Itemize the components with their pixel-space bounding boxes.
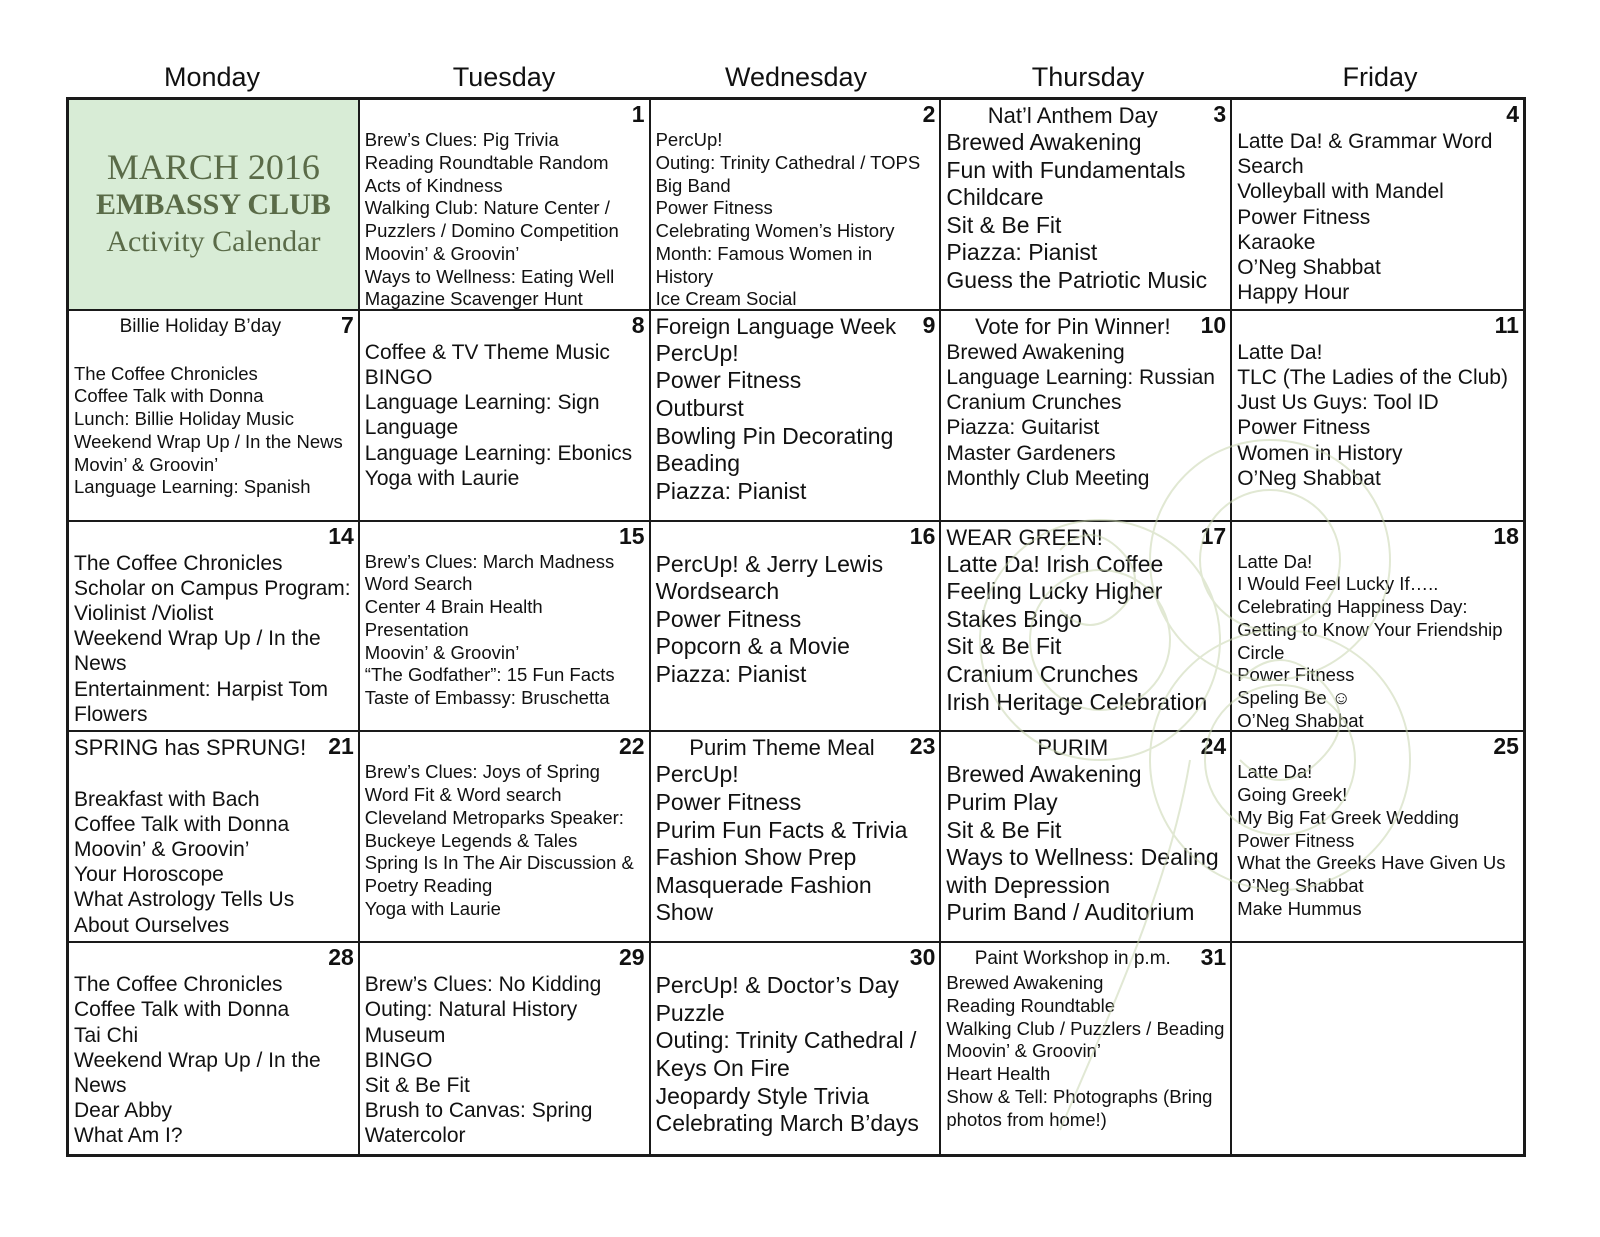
day-cell-31 — [941, 943, 1232, 1154]
calendar-grid — [66, 97, 1526, 1157]
day-number: 23 — [909, 733, 936, 760]
day-number: 25 — [1493, 733, 1519, 760]
day-activities: PercUp! Power Fitness Purim Fun Facts & Trivia Fashion Show Prep Masquerade Fashion Show — [655, 761, 908, 926]
day-activities: PercUp! Power Fitness Outburst Bowling Pin Decorating Beading Piazza: Pianist — [655, 339, 894, 504]
day-number: 29 — [619, 944, 645, 971]
calendar-title-2: EMBASSY CLUB — [96, 188, 331, 222]
calendar-title-block — [69, 100, 360, 311]
day-highlight: Foreign Language Week — [655, 313, 897, 339]
day-number: 18 — [1493, 522, 1519, 549]
weekday-tuesday: Tuesday — [452, 62, 556, 92]
day-activities: Brew’s Clues: Joys of Spring Word Fit & Word search Cleveland Metroparks Speaker: Buckeye Legends & Tales Spring Is In The Air Discussion & Poetry Reading Yoga with Laurie — [364, 761, 634, 919]
day-cell-16 — [651, 522, 942, 733]
day-cell-28 — [69, 943, 360, 1154]
day-highlight — [365, 311, 645, 340]
weekday-monday: Monday — [163, 62, 261, 92]
day-highlight: Purim Theme Meal — [689, 735, 875, 761]
day-highlight — [74, 522, 354, 551]
day-cell-8 — [360, 311, 651, 522]
weekday-friday: Friday — [1342, 62, 1418, 92]
day-activities: Brewed Awakening Fun with Fundamentals Childcare Sit & Be Fit Piazza: Pianist Guess the Patriotic Music — [946, 129, 1208, 293]
day-number: 9 — [922, 311, 936, 338]
day-highlight — [1237, 103, 1518, 129]
day-activities: Brew’s Clues: Pig Trivia Reading Roundtable Random Acts of Kindness Walking Club: Nature Center / Puzzlers / Domino Competition Moovin’ & Groovin’ Ways to Wellness: Eating Well Magazine Scavenger Hunt — [364, 129, 619, 310]
day-highlight: PURIM — [1037, 735, 1109, 761]
day-number: 8 — [631, 311, 645, 338]
day-number: 16 — [909, 522, 936, 549]
day-highlight — [656, 103, 935, 129]
day-highlight — [656, 522, 936, 551]
day-activities: PercUp! & Jerry Lewis Wordsearch Power Fitness Popcorn & a Movie Piazza: Pianist — [655, 550, 884, 687]
weekday-header-row — [66, 58, 1526, 96]
day-number: 30 — [909, 944, 936, 971]
day-highlight — [365, 103, 644, 129]
day-activities: Breakfast with Bach Coffee Talk with Donna Moovin’ & Groovin’ Your Horoscope What Astrology Tells Us About Ourselves — [74, 787, 295, 937]
day-cell-30 — [651, 943, 942, 1154]
day-number: 10 — [1200, 311, 1227, 338]
day-highlight — [1237, 522, 1519, 551]
day-highlight — [1237, 311, 1519, 340]
day-cell-18 — [1232, 522, 1523, 733]
day-cell-7 — [69, 311, 360, 522]
day-activities: Latte Da! TLC (The Ladies of the Club) Just Us Guys: Tool ID Power Fitness Women in History O’Neg Shabbat — [1237, 340, 1508, 490]
day-highlight: Billie Holiday B’day — [119, 315, 282, 337]
day-number: 28 — [328, 944, 354, 971]
day-cell-4 — [1232, 100, 1523, 311]
day-highlight: SPRING has SPRUNG! — [74, 735, 307, 761]
day-cell-2 — [651, 100, 942, 311]
day-cell-9 — [651, 311, 942, 522]
day-cell-21 — [69, 732, 360, 943]
day-cell-14 — [69, 522, 360, 733]
day-cell-11 — [1232, 311, 1523, 522]
day-cell-29 — [360, 943, 651, 1154]
day-highlight — [365, 946, 644, 972]
weekday-thursday: Thursday — [1031, 62, 1145, 92]
day-cell-1 — [360, 100, 651, 311]
day-highlight — [365, 522, 645, 551]
day-number: 15 — [619, 522, 645, 549]
day-number: 14 — [328, 522, 354, 549]
weekday-wednesday: Wednesday — [724, 62, 868, 92]
day-highlight: WEAR GREEN! — [946, 524, 1103, 550]
day-activities: Latte Da! & Grammar Word Search Volleyball with Mandel Power Fitness Karaoke O’Neg Shabbat Happy Hour — [1237, 130, 1493, 305]
day-number: 7 — [341, 311, 354, 338]
day-highlight: Paint Workshop in p.m. — [974, 948, 1171, 970]
day-activities: Brewed Awakening Purim Play Sit & Be Fit Ways to Wellness: Dealing with Depression Purim Band / Auditorium — [946, 761, 1219, 926]
day-highlight — [656, 946, 935, 972]
day-highlight — [74, 946, 353, 972]
day-cell-22 — [360, 732, 651, 943]
day-cell-17 — [941, 522, 1232, 733]
day-activities: Latte Da! Irish Coffee Feeling Lucky Higher Stakes Bingo Sit & Be Fit Cranium Crunches Irish Heritage Celebration — [946, 550, 1208, 715]
day-activities: The Coffee Chronicles Coffee Talk with Donna Lunch: Billie Holiday Music Weekend Wrap Up / In the News Movin’ & Groovin’ Language Learning: Spanish — [74, 362, 343, 498]
day-number: 11 — [1494, 311, 1519, 338]
day-cell-25 — [1232, 732, 1523, 943]
day-number: 3 — [1213, 101, 1227, 127]
day-activities: Coffee & TV Theme Music BINGO Language Learning: Sign Language Language Learning: Ebonics Yoga with Laurie — [364, 340, 633, 490]
day-cell-15 — [360, 522, 651, 733]
day-activities: Brew’s Clues: March Madness Word Search Center 4 Brain Health Presentation Moovin’ & Groovin’ “The Godfather”: 15 Fun Facts Taste of Embassy: Bruschetta — [364, 550, 615, 709]
day-number: 4 — [1506, 101, 1519, 127]
day-highlight — [1237, 735, 1518, 761]
day-number: 24 — [1200, 733, 1227, 760]
day-activities: Brewed Awakening Reading Roundtable Walking Club / Puzzlers / Beading Moovin’ & Groovin’ Heart Health Show & Tell: Photographs (Bring photos from home!) — [946, 972, 1225, 1130]
day-activities: PercUp! & Doctor’s Day Puzzle Outing: Trinity Cathedral / Keys On Fire Jeopardy Style Trivia Celebrating March B’days — [655, 972, 919, 1137]
empty-day-cell — [1232, 943, 1523, 1154]
day-activities: Brewed Awakening Language Learning: Russian Cranium Crunches Piazza: Guitarist Master Gardeners Monthly Club Meeting — [946, 340, 1215, 490]
day-cell-24 — [941, 732, 1232, 943]
day-activities: The Coffee Chronicles Coffee Talk with Donna Tai Chi Weekend Wrap Up / In the News Dear Abby What Am I? — [74, 973, 321, 1148]
day-number: 1 — [631, 101, 645, 127]
day-highlight — [365, 735, 644, 761]
day-activities: PercUp! Outing: Trinity Cathedral / TOPS Big Band Power Fitness Celebrating Women’s History Month: Famous Women in History Ice Cream Social — [655, 129, 921, 310]
day-number: 17 — [1200, 522, 1227, 549]
day-activities: Brew’s Clues: No Kidding Outing: Natural History Museum BINGO Sit & Be Fit Brush to Canvas: Spring Watercolor — [364, 973, 602, 1148]
day-activities: Latte Da! Going Greek! My Big Fat Greek Wedding Power Fitness What the Greeks Have Given Us O’Neg Shabbat Make Hummus — [1237, 761, 1506, 919]
day-activities: Latte Da! I Would Feel Lucky If….. Celebrating Happiness Day: Getting to Know Your Friendship Circle Power Fitness Speling Be ☺ O’Neg Shabbat — [1237, 550, 1503, 731]
day-cell-3 — [941, 100, 1232, 311]
day-cell-23 — [651, 732, 942, 943]
day-number: 2 — [922, 101, 936, 127]
day-activities: The Coffee Chronicles Scholar on Campus Program: Violinist /Violist Weekend Wrap Up / In the News Entertainment: Harpist Tom Flowers — [74, 551, 351, 726]
day-number: 21 — [328, 733, 354, 760]
day-number: 31 — [1200, 944, 1227, 971]
day-number: 22 — [619, 733, 645, 760]
day-highlight: Vote for Pin Winner! — [974, 313, 1171, 339]
calendar-title-1: MARCH 2016 — [106, 147, 320, 188]
day-cell-10 — [941, 311, 1232, 522]
day-highlight: Nat’l Anthem Day — [987, 103, 1158, 128]
calendar-title-3: Activity Calendar — [106, 225, 321, 259]
